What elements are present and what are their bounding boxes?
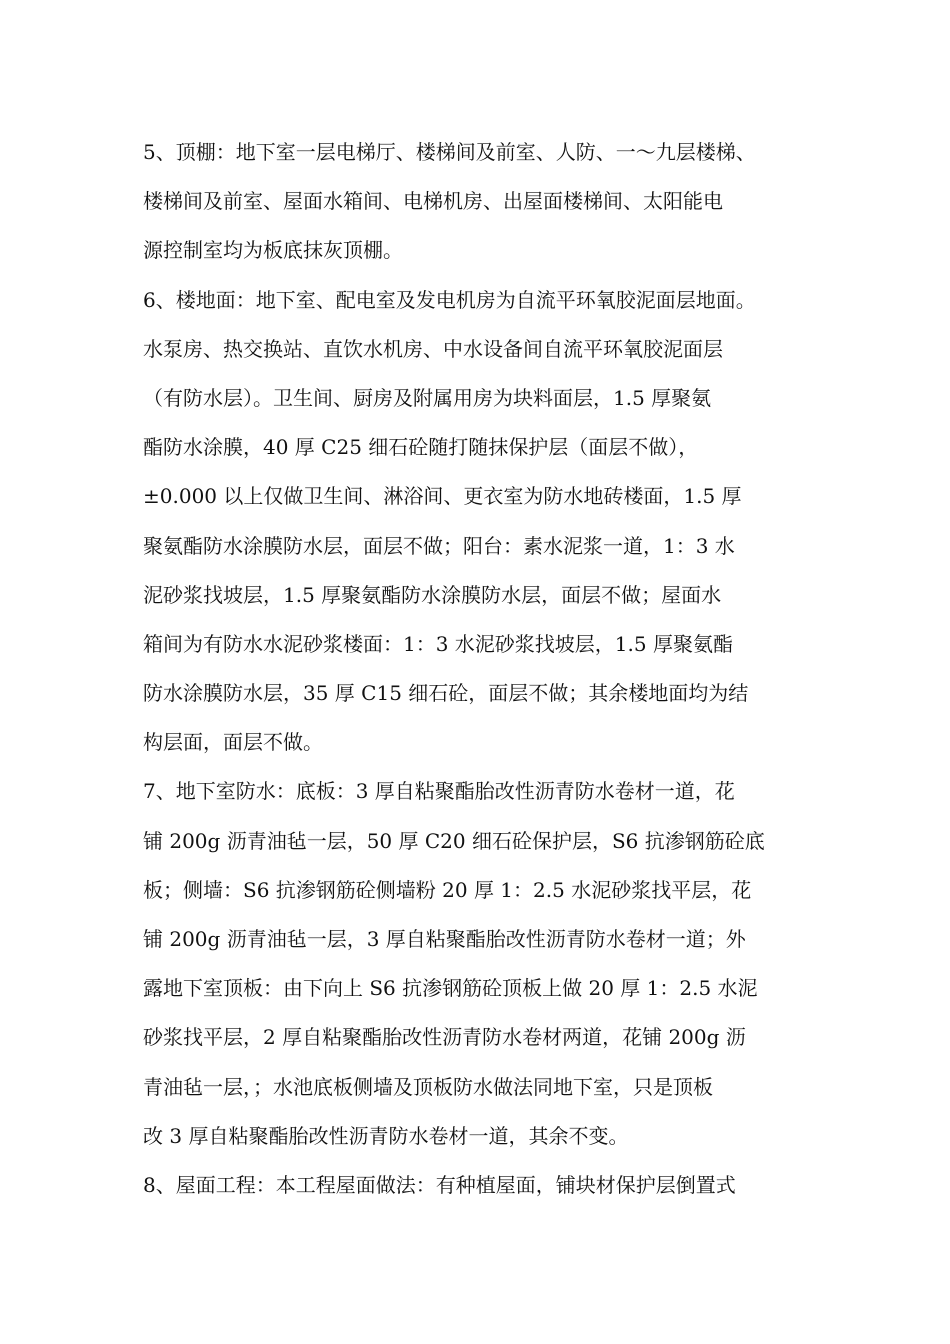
text-line: 构层面，面层不做。 (143, 730, 323, 755)
text-line: 箱间为有防水水泥砂浆楼面：1：3 水泥砂浆找坡层，1.5 厚聚氨酯 (143, 631, 733, 656)
text-line: 板；侧墙：S6 抗渗钢筋砼侧墙粉 20 厚 1：2.5 水泥砂浆找平层，花 (143, 877, 752, 902)
body-text (143, 128, 843, 1210)
text-line: 8、屋面工程：本工程屋面做法：有种植屋面，铺块材保护层倒置式 (143, 1172, 736, 1197)
text-line: 铺 200g 沥青油毡一层，3 厚自粘聚酯胎改性沥青防水卷材一道；外 (143, 927, 746, 951)
text-line: 源控制室均为板底抹灰顶棚。 (143, 238, 403, 263)
text-line: 防水涂膜防水层，35 厚 C15 细石砼，面层不做；其余楼地面均为结 (143, 681, 749, 706)
text-line: 7、地下室防水：底板：3 厚自粘聚酯胎改性沥青防水卷材一道，花 (143, 779, 735, 804)
text-line: 青油毡一层，；水池底板侧墙及顶板防水做法同地下室，只是顶板 (143, 1074, 713, 1099)
text-line: 5、顶棚：地下室一层电梯厅、楼梯间及前室、人防、一～九层楼梯、 (143, 140, 756, 164)
text-line: 楼梯间及前室、屋面水箱间、电梯机房、出屋面楼梯间、太阳能电 (143, 189, 723, 214)
text-line: 水泵房、热交换站、直饮水机房、中水设备间自流平环氧胶泥面层 (143, 336, 723, 361)
text-line: （有防水层）。卫生间、厨房及附属用房为块料面层，1.5 厚聚氨 (143, 385, 712, 410)
text-line: 泥砂浆找坡层，1.5 厚聚氨酯防水涂膜防水层，面层不做；屋面水 (143, 582, 722, 607)
text-line: 改 3 厚自粘聚酯胎改性沥青防水卷材一道，其余不变。 (143, 1123, 629, 1148)
text-line: 酯防水涂膜，40 厚 C25 细石砼随打随抹保护层（面层不做）， (143, 435, 699, 460)
text-line: ±0.000 以上仅做卫生间、淋浴间、更衣室为防水地砖楼面，1.5 厚 (143, 484, 742, 509)
text-line: 铺 200g 沥青油毡一层，50 厚 C20 细石砼保护层，S6 抗渗钢筋砼底 (143, 828, 765, 853)
text-line: 砂浆找平层，2 厚自粘聚酯胎改性沥青防水卷材两道，花铺 200g 沥 (143, 1025, 746, 1050)
text-line: 露地下室顶板：由下向上 S6 抗渗钢筋砼顶板上做 20 厚 1：2.5 水泥 (143, 976, 758, 1001)
text-line: 6、楼地面：地下室、配电室及发电机房为自流平环氧胶泥面层地面。 (143, 287, 756, 312)
text-line: 聚氨酯防水涂膜防水层，面层不做；阳台：素水泥浆一道，1：3 水 (143, 533, 735, 558)
